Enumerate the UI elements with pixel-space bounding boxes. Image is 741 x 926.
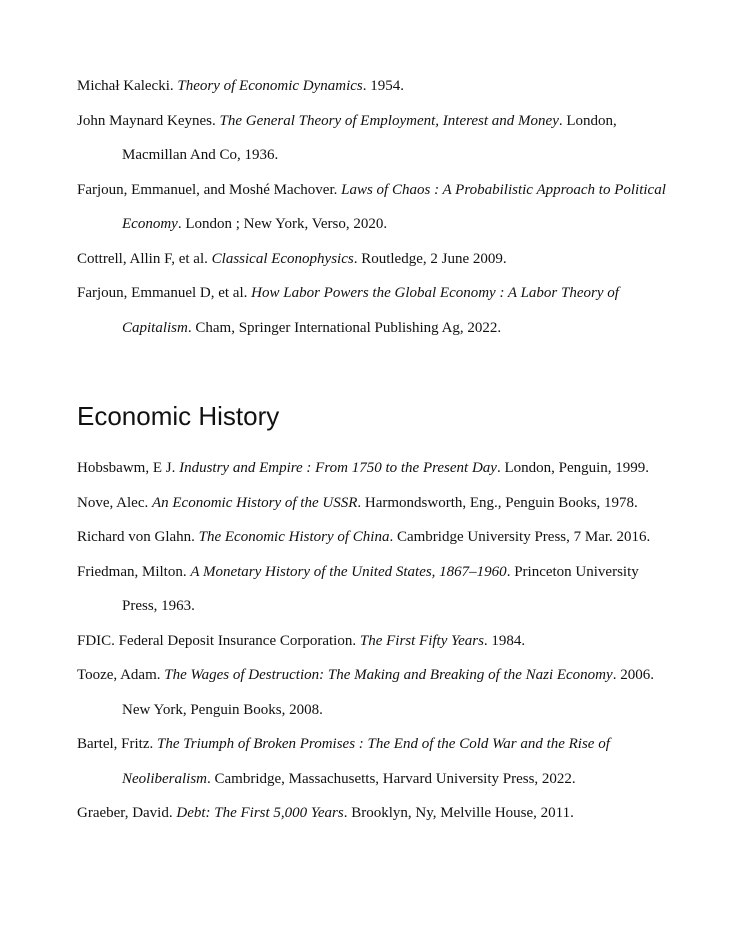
citation-publication: . Routledge, 2 June 2009. xyxy=(353,250,507,267)
citation-entry xyxy=(77,104,677,173)
citation-author: Graeber, David. xyxy=(77,805,177,821)
citation-entry xyxy=(77,276,677,345)
citation-title: The Economic History of China xyxy=(198,529,390,545)
citation-entry xyxy=(77,555,677,624)
citation-title: The General Theory of Employment, Interest and Money xyxy=(219,112,559,129)
citation-publication: . Princeton University Press, 1963. xyxy=(122,563,639,614)
citation-title: The Triumph of Broken Promises : The End of the Cold War and the Rise of Neoliberalism xyxy=(122,736,610,787)
citation-entry xyxy=(77,451,677,486)
citation-publication: . London ; New York, Verso, 2020. xyxy=(177,216,388,232)
bibliography-section-economics xyxy=(77,69,677,345)
citation-author: Cottrell, Allin F, et al. xyxy=(77,250,212,267)
citation-title: Classical Econophysics xyxy=(211,250,354,267)
citation-publication: . 1984. xyxy=(483,632,526,649)
citation-author: Richard von Glahn. xyxy=(77,529,199,545)
citation-entry xyxy=(77,486,677,521)
citation-entry xyxy=(77,796,677,831)
bibliography-section-economic-history xyxy=(77,399,677,831)
citation-author: Farjoun, Emmanuel D, et al. xyxy=(77,285,252,301)
citation-title: A Monetary History of the United States, 1867–1960 xyxy=(190,563,507,580)
citation-author: FDIC. Federal Deposit Insurance Corporation. xyxy=(77,632,360,649)
citation-title: Industry and Empire : From 1750 to the Present Day xyxy=(179,460,497,476)
citation-entry xyxy=(77,69,677,104)
citation-author: Tooze, Adam. xyxy=(77,667,165,683)
citation-publication: . Brooklyn, Ny, Melville House, 2011. xyxy=(343,805,574,821)
citation-entry xyxy=(77,173,677,242)
citation-title: Theory of Economic Dynamics xyxy=(177,78,363,94)
citation-publication: . London, Penguin, 1999. xyxy=(496,460,650,476)
citation-publication: . Harmondsworth, Eng., Penguin Books, 1978. xyxy=(357,494,638,511)
citation-author: Friedman, Milton. xyxy=(77,563,191,580)
citation-author: Michał Kalecki. xyxy=(77,78,178,94)
citation-publication: . Cham, Springer International Publishing Ag, 2022. xyxy=(187,319,502,336)
citation-publication: . 2006. New York, Penguin Books, 2008. xyxy=(122,667,654,718)
citation-title: The Wages of Destruction: The Making and Breaking of the Nazi Economy xyxy=(164,667,613,683)
citation-author: Bartel, Fritz. xyxy=(77,736,157,752)
citation-title: Debt: The First 5,000 Years xyxy=(176,805,344,821)
citation-title: The First Fifty Years xyxy=(359,632,484,649)
document-page xyxy=(77,69,677,831)
citation-entry xyxy=(77,242,677,277)
citation-title: How Labor Powers the Global Economy : A Labor Theory of Capitalism xyxy=(122,285,619,336)
citation-author: Farjoun, Emmanuel, and Moshé Machover. xyxy=(77,181,342,198)
citation-publication: . London, Macmillan And Co, 1936. xyxy=(122,112,617,163)
citation-entry xyxy=(77,658,677,727)
citation-author: Nove, Alec. xyxy=(77,494,152,511)
citation-title: An Economic History of the USSR xyxy=(151,494,358,511)
citation-title: Laws of Chaos : A Probabilistic Approach to Political Economy xyxy=(122,181,666,232)
citation-publication: . Cambridge University Press, 7 Mar. 2016. xyxy=(389,529,651,545)
citation-entry xyxy=(77,520,677,555)
citation-entry xyxy=(77,727,677,796)
section-spacer xyxy=(77,345,677,399)
citation-publication: . Cambridge, Massachusetts, Harvard University Press, 2022. xyxy=(207,770,576,787)
citation-author: Hobsbawm, E J. xyxy=(77,460,180,476)
citation-publication: . 1954. xyxy=(362,78,405,94)
section-heading: Economic History xyxy=(77,401,280,431)
citation-author: John Maynard Keynes. xyxy=(77,112,220,129)
citation-entry xyxy=(77,624,677,659)
